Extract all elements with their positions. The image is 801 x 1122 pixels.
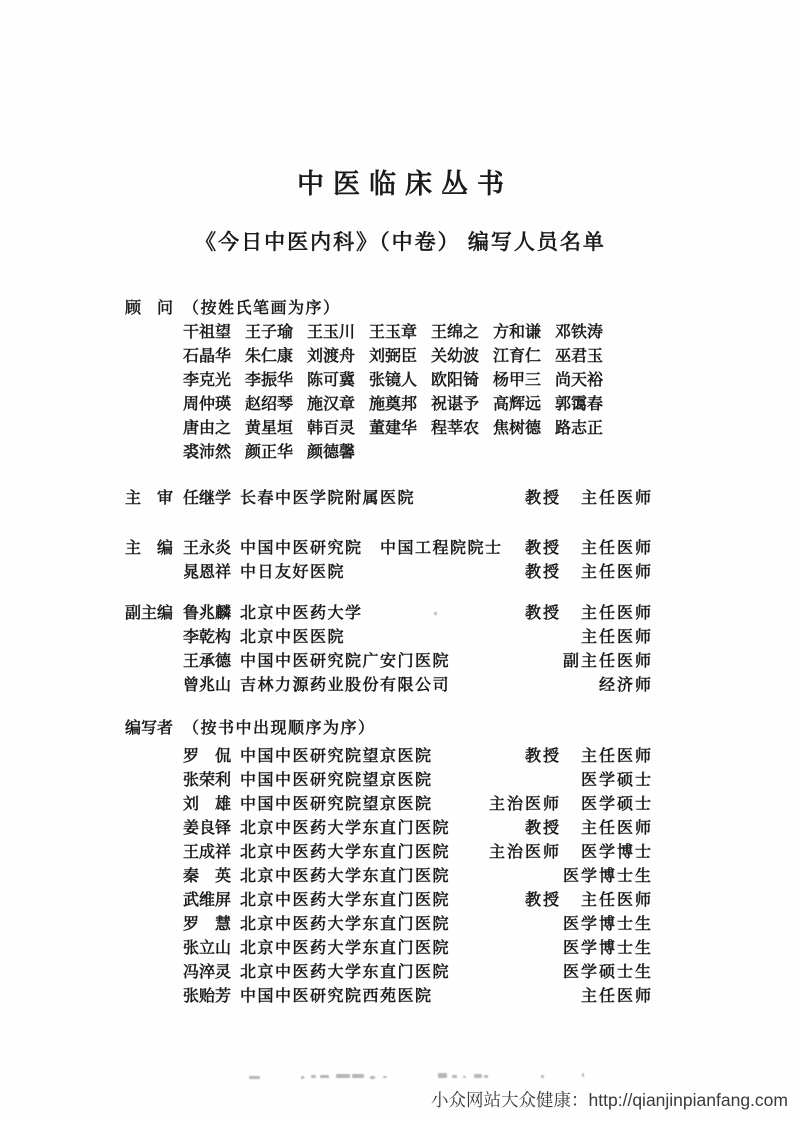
member-affiliation: 中国中医研究院望京医院 <box>240 772 433 789</box>
member-row <box>125 650 653 674</box>
advisors-section <box>125 297 653 465</box>
advisor-name: 程莘农 <box>431 420 480 437</box>
member-title-primary: 主治医师 <box>488 844 561 861</box>
member-title-secondary: 医学硕士 <box>580 772 653 789</box>
member-name: 晁恩祥 <box>183 564 232 581</box>
member-title-secondary: 医学博士生 <box>562 940 653 957</box>
member-name: 罗 侃 <box>183 748 232 765</box>
advisor-name: 干祖望 <box>183 324 232 341</box>
member-name: 王永炎 <box>183 540 232 557</box>
advisor-name: 颜正华 <box>245 444 294 461</box>
section-label: 主 审 <box>125 490 174 507</box>
advisor-name: 张镜人 <box>369 372 418 389</box>
member-row <box>125 769 653 793</box>
advisor-name: 江育仁 <box>493 348 542 365</box>
member-name: 冯淬灵 <box>183 964 232 981</box>
member-name: 罗 慧 <box>183 916 232 933</box>
member-row <box>125 817 653 841</box>
member-row <box>125 674 653 698</box>
advisor-name: 郭霭春 <box>555 396 604 413</box>
member-title-secondary: 医学硕士生 <box>562 964 653 981</box>
advisor-name: 刘渡舟 <box>307 348 356 365</box>
member-row <box>125 889 653 913</box>
advisor-name: 王玉川 <box>307 324 356 341</box>
member-affiliation: 中国中医研究院广安门医院 <box>240 653 451 670</box>
member-affiliation: 中国中医研究院望京医院 <box>240 748 433 765</box>
chief-reviewer-section <box>125 487 653 511</box>
member-title-primary: 教授 <box>524 564 561 581</box>
advisor-name: 赵绍琴 <box>245 396 294 413</box>
section-note: （按姓氏笔画为序） <box>183 300 341 317</box>
advisor-row <box>125 417 653 441</box>
advisor-row <box>125 369 653 393</box>
member-title-primary: 教授 <box>524 820 561 837</box>
deputy-chief-editors-section <box>125 602 653 698</box>
advisor-name: 杨甲三 <box>493 372 542 389</box>
section-label: 顾 问 <box>125 300 174 317</box>
member-title-primary: 主治医师 <box>488 796 561 813</box>
member-affiliation: 中国中医研究院 中国工程院院士 <box>240 540 503 557</box>
member-name: 姜良铎 <box>183 820 232 837</box>
member-affiliation: 北京中医医院 <box>240 629 346 646</box>
section-label: 副主编 <box>125 605 174 622</box>
member-row <box>125 487 653 511</box>
member-title-primary: 教授 <box>524 540 561 557</box>
member-title-primary: 教授 <box>524 748 561 765</box>
watermark-text: 小众网站大众健康：http://qianjinpianfang.com <box>431 1090 788 1110</box>
member-name: 王成祥 <box>183 844 232 861</box>
member-name: 张立山 <box>183 940 232 957</box>
advisor-name: 方和谦 <box>493 324 542 341</box>
advisor-name: 欧阳锜 <box>431 372 480 389</box>
member-title-secondary: 医学博士生 <box>562 868 653 885</box>
member-row <box>125 913 653 937</box>
advisor-name: 祝谌予 <box>431 396 480 413</box>
member-row <box>125 602 653 626</box>
member-name: 张贻芳 <box>183 988 232 1005</box>
member-name: 武维屏 <box>183 892 232 909</box>
advisor-row <box>125 393 653 417</box>
member-title-secondary: 主任医师 <box>580 564 653 581</box>
advisor-name: 石晶华 <box>183 348 232 365</box>
member-title-secondary: 医学博士生 <box>562 916 653 933</box>
page-title: 《今日中医内科》（中卷） 编写人员名单 <box>195 230 606 254</box>
member-affiliation: 北京中医药大学东直门医院 <box>240 916 451 933</box>
advisor-name: 朱仁康 <box>245 348 294 365</box>
section-head <box>125 717 653 741</box>
member-affiliation: 中日友好医院 <box>240 564 346 581</box>
member-row <box>125 865 653 889</box>
advisor-row <box>125 345 653 369</box>
advisor-name: 高辉远 <box>493 396 542 413</box>
member-affiliation: 北京中医药大学东直门医院 <box>240 940 451 957</box>
member-title-primary: 教授 <box>524 892 561 909</box>
advisor-name: 刘弼臣 <box>369 348 418 365</box>
section-label: 编写者 <box>125 720 174 737</box>
section-note: （按书中出现顺序为序） <box>183 720 376 737</box>
member-affiliation: 北京中医药大学东直门医院 <box>240 844 451 861</box>
advisor-name: 王玉章 <box>369 324 418 341</box>
member-title-primary: 教授 <box>524 605 561 622</box>
member-name: 王承德 <box>183 653 232 670</box>
writers-section <box>125 717 653 1009</box>
advisors-head <box>125 297 653 321</box>
advisor-name: 路志正 <box>555 420 604 437</box>
advisor-name: 王子瑜 <box>245 324 294 341</box>
member-name: 鲁兆麟 <box>183 605 232 622</box>
member-name: 曾兆山 <box>183 677 232 694</box>
advisor-row <box>125 321 653 345</box>
member-title-secondary: 主任医师 <box>580 540 653 557</box>
advisor-name: 黄星垣 <box>245 420 294 437</box>
member-affiliation: 中国中医研究院望京医院 <box>240 796 433 813</box>
member-title-secondary: 主任医师 <box>580 629 653 646</box>
member-affiliation: 长春中医学院附属医院 <box>240 490 416 507</box>
member-title-primary: 教授 <box>524 490 561 507</box>
member-affiliation: 北京中医药大学东直门医院 <box>240 964 451 981</box>
member-title-secondary: 医学硕士 <box>580 796 653 813</box>
advisor-name: 唐由之 <box>183 420 232 437</box>
advisor-name: 周仲瑛 <box>183 396 232 413</box>
member-row <box>125 841 653 865</box>
member-name: 张荣利 <box>183 772 232 789</box>
advisor-name: 巫君玉 <box>555 348 604 365</box>
advisors-name-grid <box>125 321 653 465</box>
advisor-name: 焦树德 <box>493 420 542 437</box>
member-row <box>125 937 653 961</box>
member-name: 刘 雄 <box>183 796 232 813</box>
member-row <box>125 537 653 561</box>
member-row <box>125 961 653 985</box>
member-name: 任继学 <box>183 490 232 507</box>
advisor-name: 韩百灵 <box>307 420 356 437</box>
advisor-name: 颜德馨 <box>307 444 356 461</box>
member-row <box>125 561 653 585</box>
chief-editors-section <box>125 537 653 585</box>
advisor-name: 尚天裕 <box>555 372 604 389</box>
advisor-name: 李克光 <box>183 372 232 389</box>
member-title-secondary: 主任医师 <box>580 820 653 837</box>
member-name: 李乾构 <box>183 629 232 646</box>
member-affiliation: 北京中医药大学东直门医院 <box>240 892 451 909</box>
member-name: 秦 英 <box>183 868 232 885</box>
member-affiliation: 北京中医药大学东直门医院 <box>240 820 451 837</box>
member-row <box>125 745 653 769</box>
member-title-secondary: 主任医师 <box>580 892 653 909</box>
member-row <box>125 626 653 650</box>
member-affiliation: 北京中医药大学 <box>240 605 363 622</box>
advisor-name: 李振华 <box>245 372 294 389</box>
member-title-secondary: 主任医师 <box>580 988 653 1005</box>
section-label: 主 编 <box>125 540 174 557</box>
advisor-name: 王绵之 <box>431 324 480 341</box>
advisor-name: 陈可冀 <box>307 372 356 389</box>
staff-list <box>125 297 653 1009</box>
advisor-name: 关幼波 <box>431 348 480 365</box>
member-affiliation: 中国中医研究院西苑医院 <box>240 988 433 1005</box>
member-title-secondary: 副主任医师 <box>562 653 653 670</box>
member-affiliation: 北京中医药大学东直门医院 <box>240 868 451 885</box>
advisor-name: 裘沛然 <box>183 444 232 461</box>
advisor-name: 施汉章 <box>307 396 356 413</box>
member-title-secondary: 主任医师 <box>580 605 653 622</box>
advisor-name: 董建华 <box>369 420 418 437</box>
advisor-row <box>125 441 653 465</box>
member-row <box>125 985 653 1009</box>
member-title-secondary: 主任医师 <box>580 748 653 765</box>
advisor-name: 施奠邦 <box>369 396 418 413</box>
series-title: 中医临床丛书 <box>297 169 513 199</box>
member-row <box>125 793 653 817</box>
advisor-name: 邓铁涛 <box>555 324 604 341</box>
member-title-secondary: 医学博士 <box>580 844 653 861</box>
member-affiliation: 吉林力源药业股份有限公司 <box>240 677 451 694</box>
member-title-secondary: 主任医师 <box>580 490 653 507</box>
member-title-secondary: 经济师 <box>598 677 653 694</box>
